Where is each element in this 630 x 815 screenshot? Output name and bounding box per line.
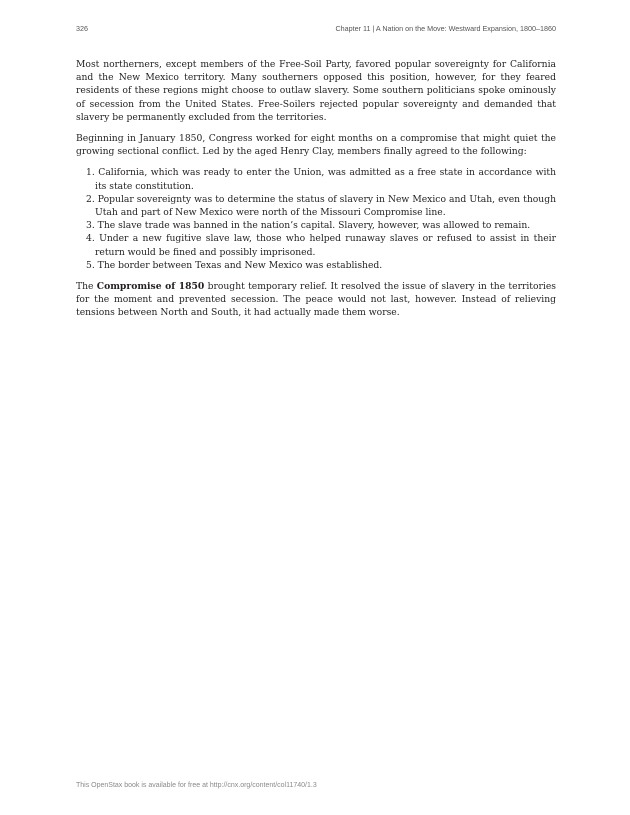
paragraph-popular-sovereignty: Most northerners, except members of the Free-Soil Party, favored popular sovereignty for California and the New Mexico territory. Many southerners opposed this position, however, for they feared residents of these regions might choose to outlaw slavery. Some southern politicians spoke ominously of secession from the United States. Free-Soilers rejected popular sovereignty and demanded that slavery be permanently excluded from the territories.: [76, 59, 556, 123]
compromise-terms-list: [76, 166, 556, 272]
list-item-text: 4. Under a new fugitive slave law, those who helped runaway slaves or refused to assist in their return would be fined and possibly imprisoned.: [86, 233, 556, 258]
chapter-title: Chapter 11 | A Nation on the Move: Westward Expansion, 1800–1860: [335, 24, 556, 33]
page-content: [76, 58, 556, 328]
list-item-text: 2. Popular sovereignty was to determine the status of slavery in New Mexico and Utah, even though Utah and part of New Mexico were north of the Missouri Compromise line.: [86, 193, 556, 219]
paragraph-rest: brought temporary relief. It resolved the issue of slavery in the territories for the moment and prevented secession. The peace would not last, however. Instead of relieving tensions between North and South, it had actually made them worse.: [76, 281, 556, 319]
list-item: [86, 219, 556, 232]
paragraph-congress-compromise: Beginning in January 1850, Congress worked for eight months on a compromise that might quiet the growing sectional conflict. Led by the aged Henry Clay, members finally agreed to the following:: [76, 133, 556, 158]
list-item-text: 3. The slave trade was banned in the nation’s capital. Slavery, however, was allowed to remain.: [86, 220, 531, 232]
list-item-text: 5. The border between Texas and New Mexico was established.: [86, 259, 383, 271]
list-item: [86, 259, 556, 272]
list-item: [86, 166, 556, 192]
page-footer: This OpenStax book is available for free at http://cnx.org/content/col11740/1.3: [76, 782, 317, 789]
page-header: [76, 24, 556, 36]
paragraph-compromise-of-1850: [76, 280, 556, 320]
paragraph-prefix: The: [76, 281, 97, 293]
list-item: [86, 232, 556, 258]
page-number: 326: [76, 24, 88, 33]
key-term-compromise-of-1850: Compromise of 1850: [96, 281, 205, 293]
list-item: [86, 193, 556, 219]
list-item-text: 1. California, which was ready to enter the Union, was admitted as a free state in accordance with its state constitution.: [86, 167, 556, 192]
